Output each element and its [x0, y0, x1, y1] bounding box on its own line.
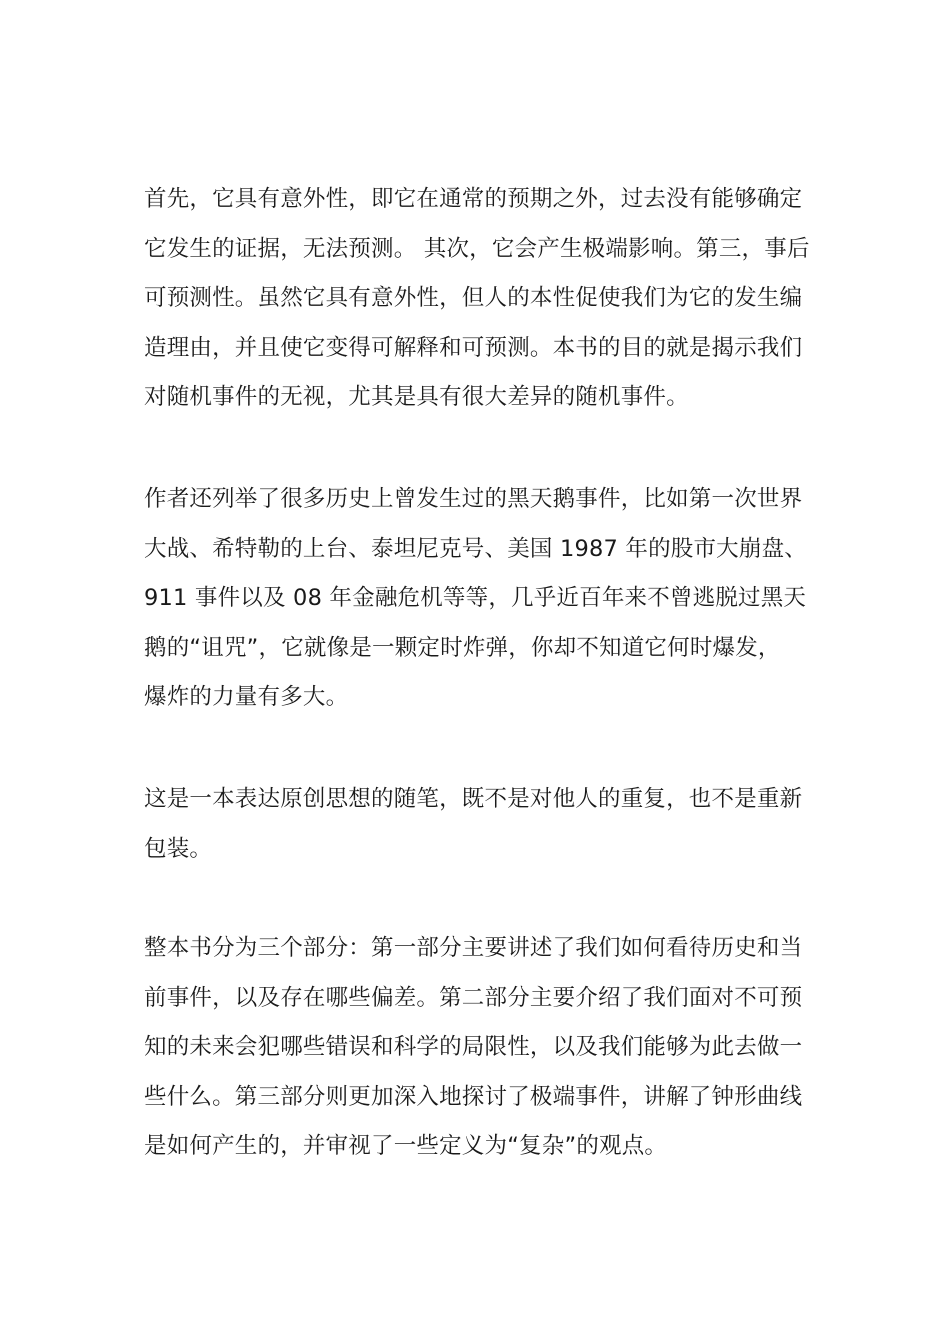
text-line: 首先，它具有意外性，即它在通常的预期之外，过去没有能够确定	[144, 186, 803, 212]
text-line: 造理由，并且使它变得可解释和可预测。本书的目的就是揭示我们	[144, 334, 803, 361]
text-line: 包装。	[144, 835, 213, 862]
text-line: 前事件，以及存在哪些偏差。第二部分主要介绍了我们面对不可预	[144, 984, 803, 1011]
text-line: 知的未来会犯哪些错误和科学的局限性，以及我们能够为此去做一	[144, 1034, 803, 1060]
text-line: 作者还列举了很多历史上曾发生过的黑天鹅事件，比如第一次世界	[144, 486, 803, 512]
paragraph-book-structure	[144, 924, 808, 1172]
text-line: 对随机事件的无视，尤其是具有很大差异的随机事件。	[144, 384, 689, 410]
text-line: 鹅的“诅咒”，它就像是一颗定时炸弹，你却不知道它何时爆发，	[144, 634, 781, 661]
text-line: 这是一本表达原创思想的随笔，既不是对他人的重复，也不是重新	[144, 786, 803, 812]
text-line: 大战、希特勒的上台、泰坦尼克号、美国 1987 年的股市大崩盘、	[144, 535, 807, 562]
text-line: 些什么。第三部分则更加深入地探讨了极端事件，讲解了钟形曲线	[144, 1083, 803, 1110]
text-line: 可预测性。虽然它具有意外性，但人的本性促使我们为它的发生编	[144, 285, 803, 311]
text-line: 911 事件以及 08 年金融危机等等，几乎近百年来不曾逃脱过黑天	[144, 585, 807, 611]
text-line: 爆炸的力量有多大。	[144, 684, 349, 710]
paragraph-definition	[144, 175, 808, 423]
text-line: 整本书分为三个部分：第一部分主要讲述了我们如何看待历史和当	[144, 935, 803, 961]
paragraph-original-essay	[144, 775, 808, 874]
text-line: 它发生的证据，无法预测。 其次，它会产生极端影响。第三，事后	[144, 235, 810, 262]
paragraph-historical-examples	[144, 475, 808, 723]
text-line: 是如何产生的，并审视了一些定义为“复杂”的观点。	[144, 1133, 668, 1159]
